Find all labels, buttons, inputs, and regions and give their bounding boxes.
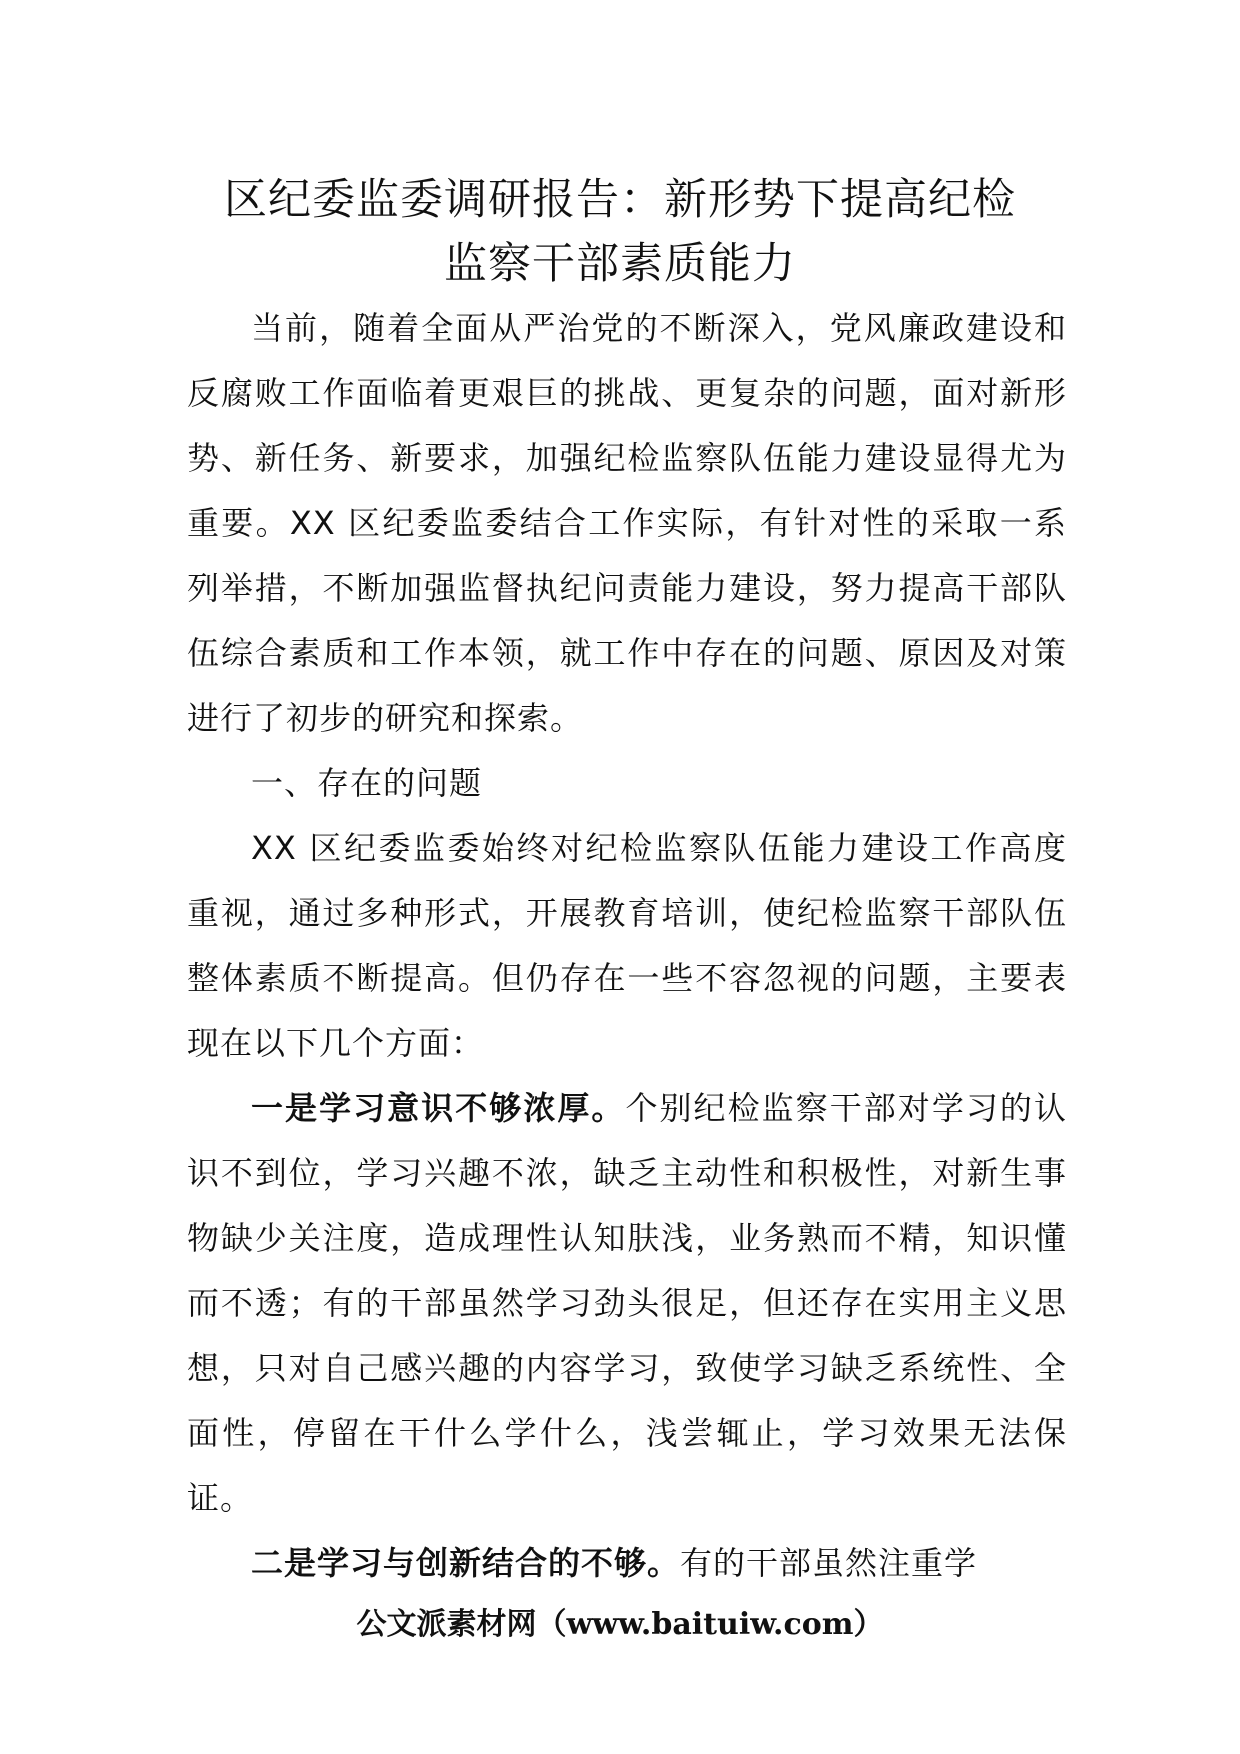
paragraph-intro [187, 296, 1067, 751]
paragraph-overview [187, 816, 1067, 1076]
paragraph-text: 当前，随着全面从严治党的不断深入，党风廉政建设和反腐败工作面临着更艰巨的挑战、更复杂的问题，面对新形势、新任务、新要求，加强纪检监察队伍能力建设显得尤为重要。XX 区纪委监委结合工作实际，有针对性的采取一系列举措，不断加强监督执纪问责能力建设，努力提高干部队伍综合素质和工作本领，就工作中存在的问题、原因及对策进行了初步的研究和探索。 [187, 309, 1067, 737]
paragraph-text: 有的干部虽然注重学 [680, 1544, 978, 1582]
document-title-line-2: 监察干部素质能力 [444, 239, 796, 289]
paragraph-text: 个别纪检监察干部对学习的认识不到位，学习兴趣不浓，缺乏主动性和积极性，对新生事物缺少关注度，造成理性认知肤浅，业务熟而不精，知识懂而不透；有的干部虽然学习劲头很足，但还存在实用主义思想，只对自己感兴趣的内容学习，致使学习缺乏系统性、全面性，停留在干什么学什么，浅尝辄止，学习效果无法保证。 [187, 1089, 1067, 1517]
paragraph-text: XX 区纪委监委始终对纪检监察队伍能力建设工作高度重视，通过多种形式，开展教育培训，使纪检监察干部队伍整体素质不断提高。但仍存在一些不容忽视的问题，主要表现在以下几个方面： [187, 829, 1067, 1062]
paragraph-point-1 [187, 1076, 1067, 1531]
document-title-line-1: 区纪委监委调研报告：新形势下提高纪检 [224, 175, 1016, 225]
paragraph-text: 一、存在的问题 [251, 764, 483, 802]
footer-watermark: 公文派素材网（www.baituiw.com） [356, 1607, 884, 1642]
paragraph-lead: 二是学习与创新结合的不够。 [251, 1544, 681, 1582]
document-body [187, 296, 1067, 1596]
paragraph-point-2 [187, 1531, 1067, 1596]
section-heading-problems [187, 751, 1067, 816]
paragraph-lead: 一是学习意识不够浓厚。 [251, 1089, 626, 1127]
